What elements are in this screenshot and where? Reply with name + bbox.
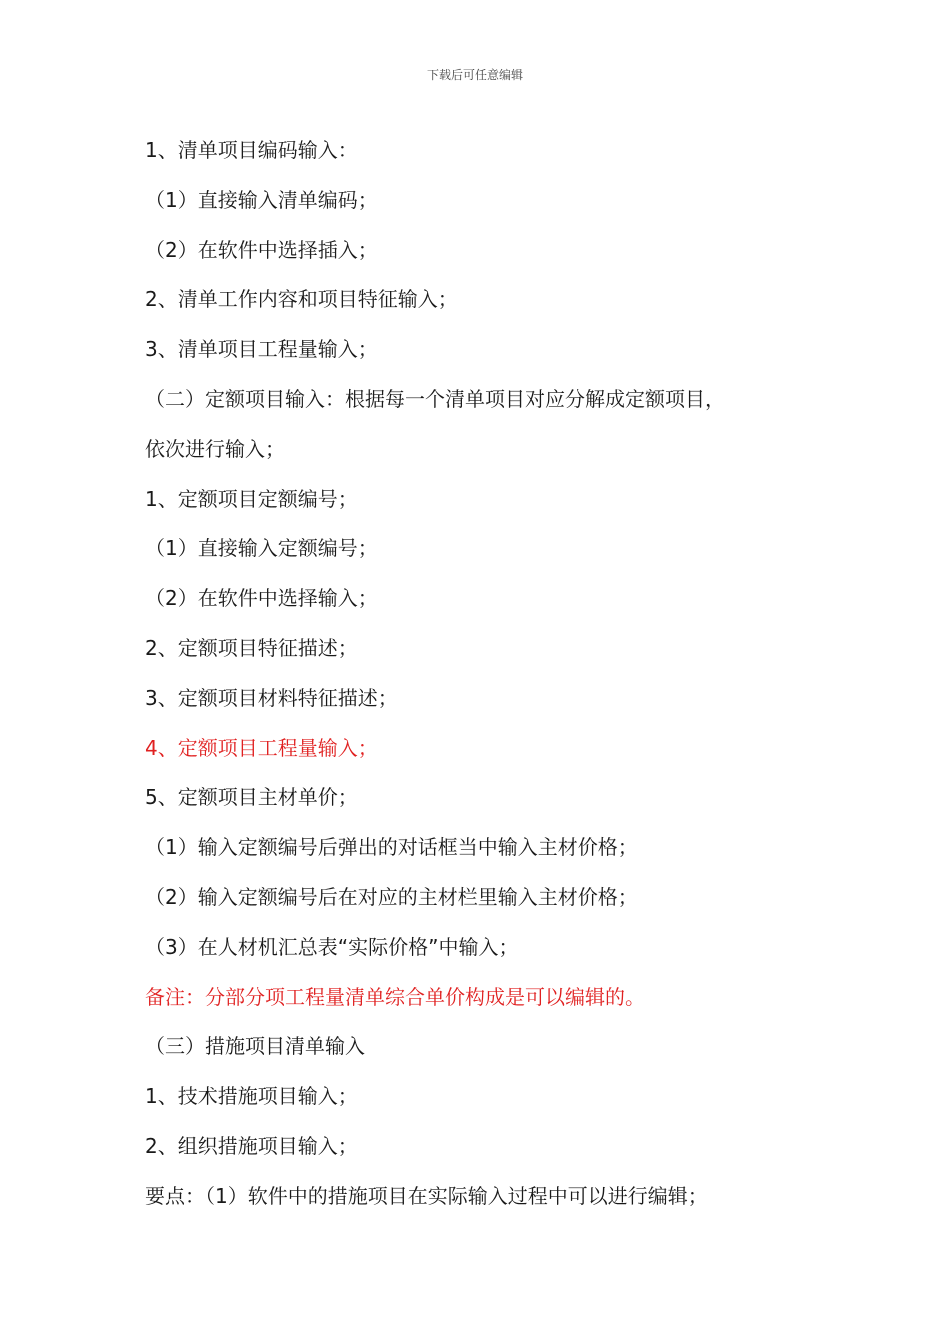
text-line: （1）输入定额编号后弹出的对话框当中输入主材价格； (145, 835, 638, 860)
text-line: 2、组织措施项目输入； (145, 1133, 358, 1158)
text-line: 3、定额项目材料特征描述； (145, 685, 398, 710)
text-line: （1）直接输入清单编码； (145, 187, 378, 212)
text-line: 1、技术措施项目输入； (145, 1084, 358, 1109)
remark-line: 备注：分部分项工程量清单综合单价构成是可以编辑的。 (145, 984, 645, 1009)
text-line: （2）输入定额编号后在对应的主材栏里输入主材价格； (145, 884, 638, 909)
text-line: （3）在人材机汇总表“实际价格”中输入； (145, 934, 519, 959)
text-line: 3、清单项目工程量输入； (145, 337, 378, 362)
text-line: 要点：（1）软件中的措施项目在实际输入过程中可以进行编辑； (145, 1183, 708, 1208)
page-header: 下载后可任意编辑 (426, 68, 523, 82)
text-line: （2）在软件中选择插入； (145, 237, 378, 262)
text-line: 5、定额项目主材单价； (145, 785, 358, 810)
text-line: （1）直接输入定额编号； (145, 536, 378, 561)
text-line: 1、清单项目编码输入： (145, 138, 358, 162)
text-line: 2、清单工作内容和项目特征输入； (145, 287, 458, 312)
text-line: （二）定额项目输入：根据每一个清单项目对应分解成定额项目， (145, 386, 725, 411)
text-line: 2、定额项目特征描述； (145, 635, 358, 660)
document-body (145, 132, 815, 1228)
section-heading: （三）措施项目清单输入 (145, 1034, 365, 1059)
text-line: （2）在软件中选择输入； (145, 586, 378, 611)
text-line: 1、定额项目定额编号； (145, 486, 358, 511)
text-line: 依次进行输入； (145, 436, 285, 461)
highlighted-text-line: 4、定额项目工程量输入； (145, 735, 378, 760)
